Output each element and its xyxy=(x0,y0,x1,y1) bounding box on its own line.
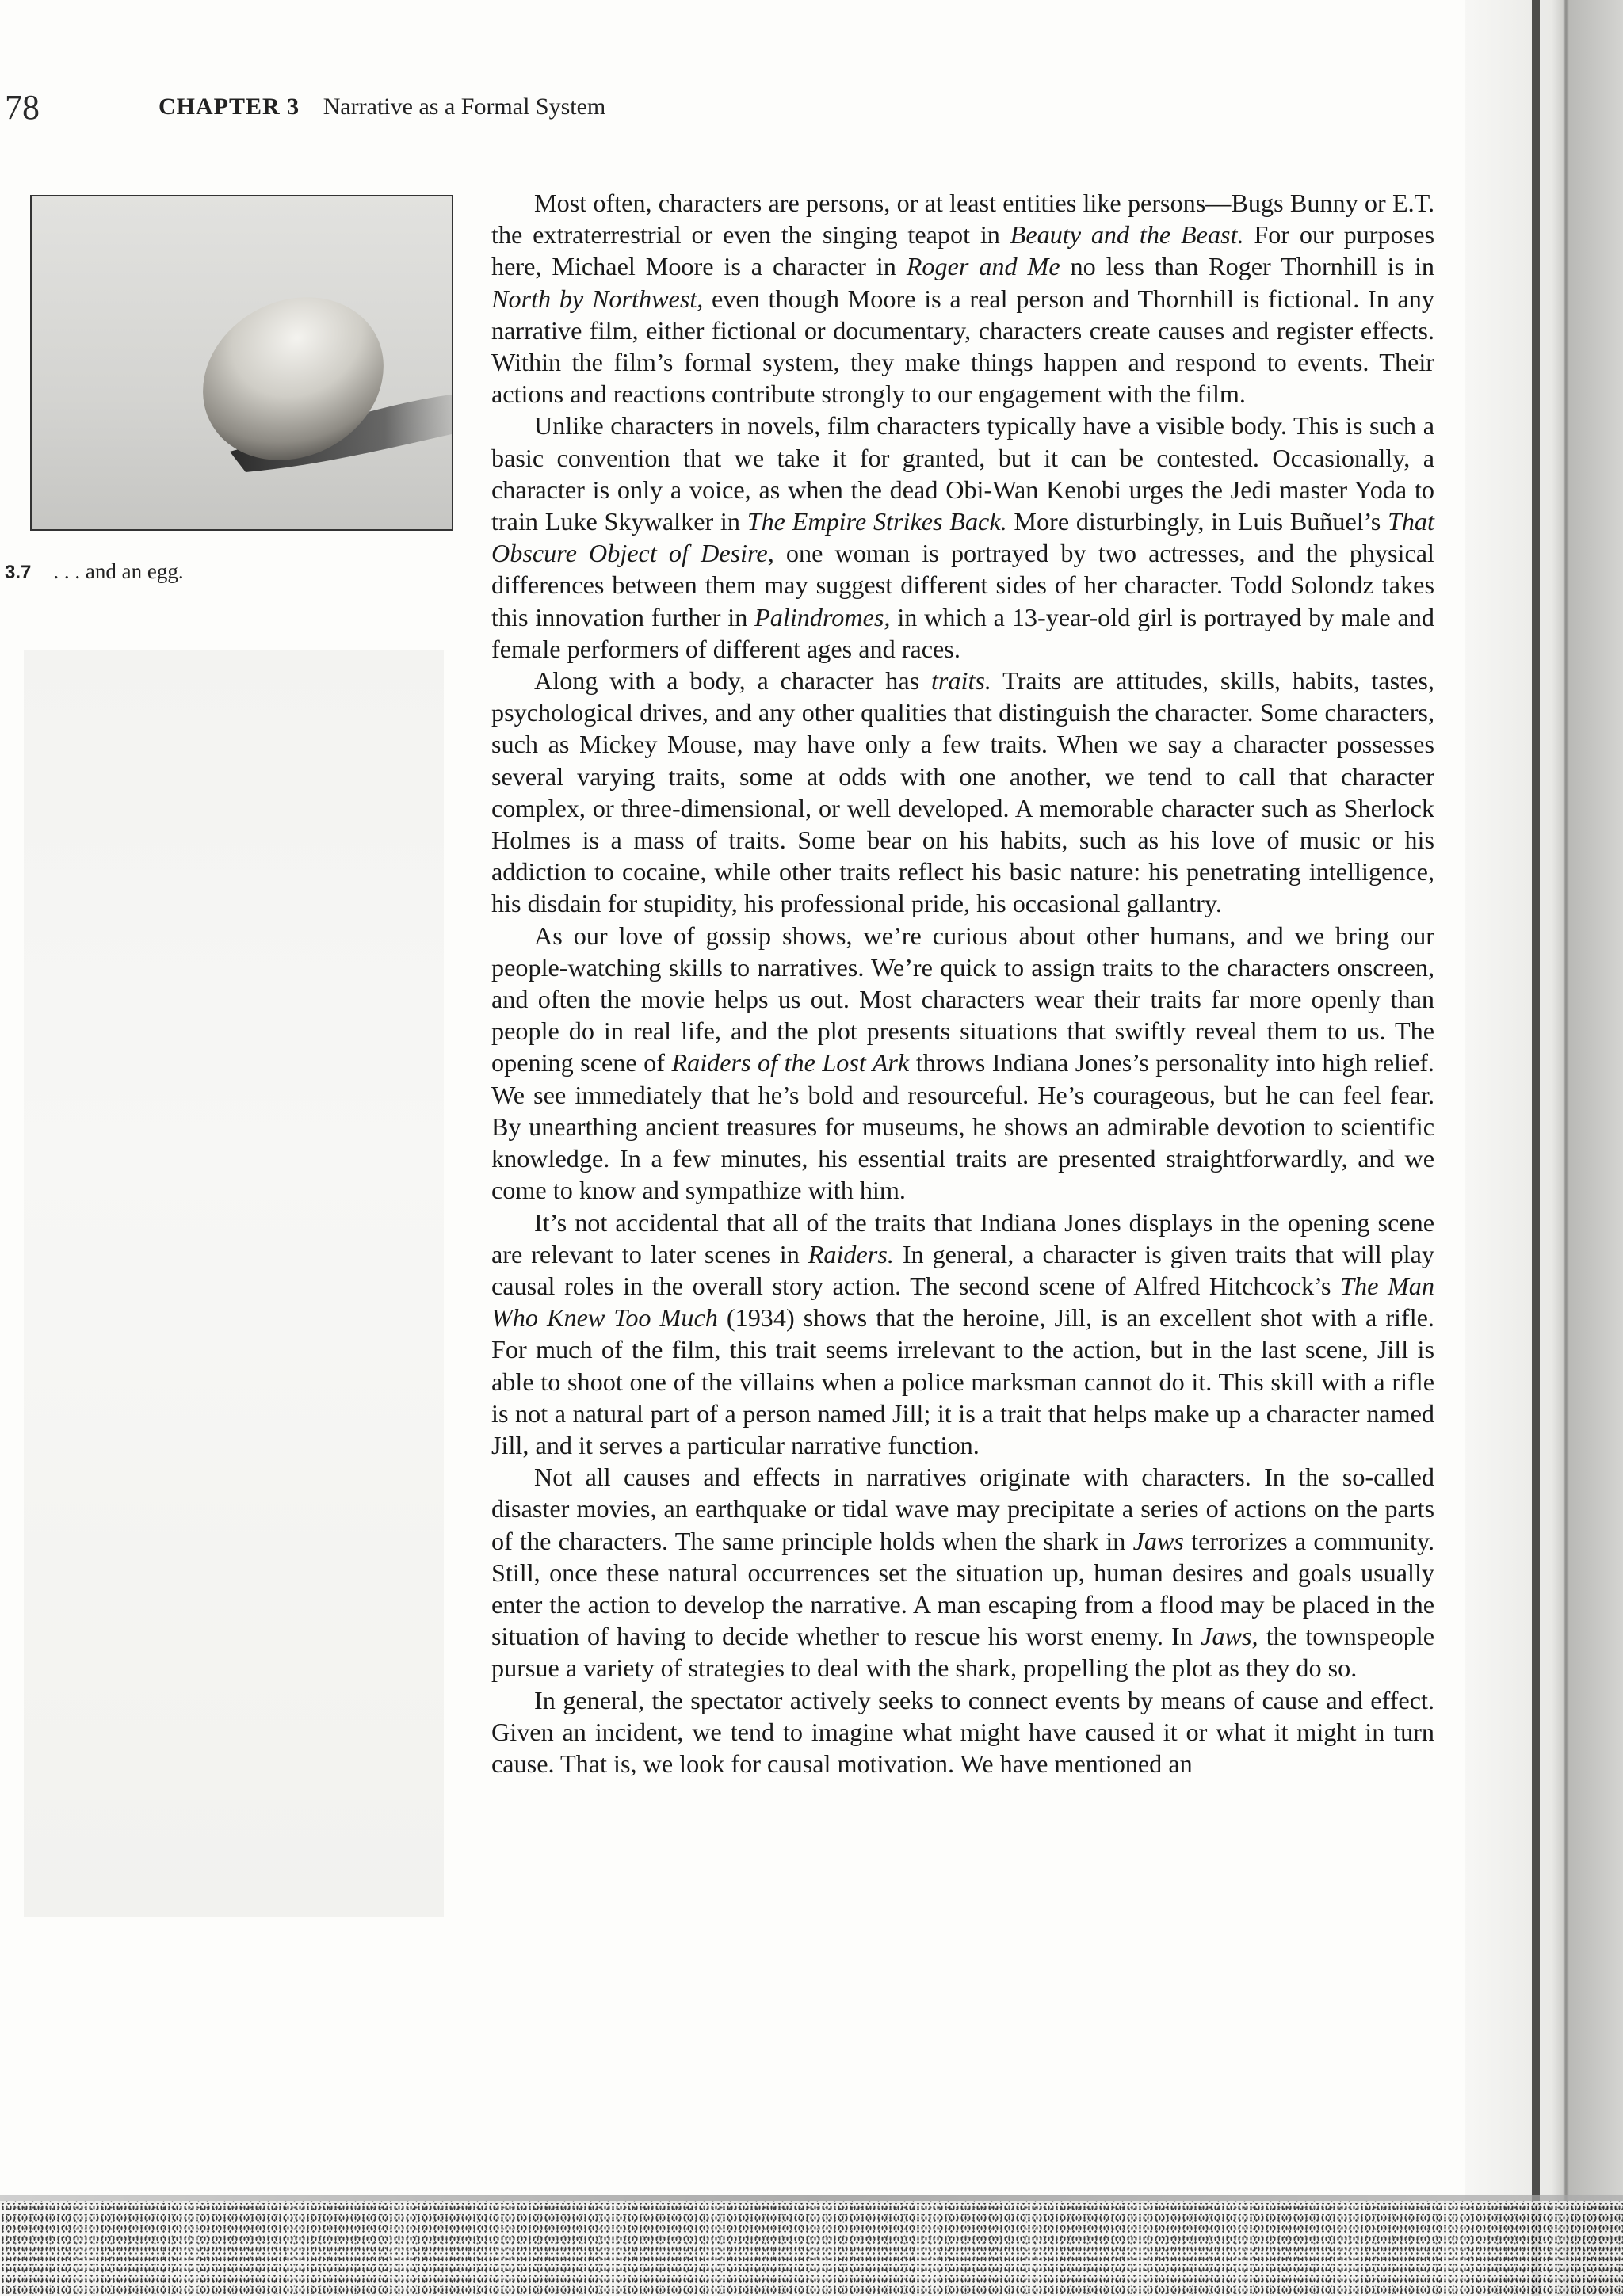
body-paragraph xyxy=(491,410,1434,665)
italic-title: Jaws, xyxy=(1201,1622,1258,1651)
chapter-label: CHAPTER 3 xyxy=(158,93,300,120)
body-paragraph xyxy=(491,1207,1434,1462)
text-run: Unlike characters in novels, film characters typically have a visible body. This is such a basic convention that we take it for granted, but it can be contested. Occasionally, a character is only a voice, as when the dead Obi-Wan Kenobi urges the Jedi master Yoda to train Luke Skywalker in xyxy=(491,411,1434,536)
text-run: (1934) shows that the heroine, Jill, is an excellent shot with a rifle. For much of the film, this trait seems irrelevant to the action, but in the last scene, Jill is able to shoot one of the villains when a police marksman cannot do it. This skill with a rifle is not a natural part of a person named Jill; it is a trait that helps make up a character named Jill, and it serves a particular narrative function. xyxy=(491,1303,1434,1459)
italic-title: That Obscure Object of Desire, xyxy=(491,507,1434,568)
figure-number: 3.7 xyxy=(5,562,32,583)
body-paragraph xyxy=(491,665,1434,920)
body-paragraph xyxy=(491,1684,1434,1780)
text-run: It’s not accidental that all of the traits that Indiana Jones displays in the opening scene are relevant to later scenes in xyxy=(491,1207,1434,1268)
body-paragraph xyxy=(491,1461,1434,1684)
text-run: even though Moore is a real person and Thornhill is fictional. In any narrative film, either fictional or documentary, characters create causes and register effects. Within the film’s formal system, they make things happen and respond to events. Their actions and reactions contribute strongly to our engagement with the film. xyxy=(491,284,1434,409)
italic-title: traits. xyxy=(930,666,991,696)
book-spine-shadow xyxy=(1465,0,1623,2296)
italic-title: Roger and Me xyxy=(906,252,1060,281)
page-number: 78 xyxy=(5,88,40,127)
text-run: In general, the spectator actively seeks to connect events by means of cause and effect. Given an incident, we tend to imagine what might have caused it or what it might in turn cause. That is, we look for causal motivation. We have mentioned an xyxy=(491,1685,1434,1778)
running-head xyxy=(158,93,605,120)
text-run: Most often, characters are persons, or at least entities like persons—Bugs Bunny or E.T. the extraterrestrial or even the singing teapot in xyxy=(491,189,1434,250)
body-paragraph xyxy=(491,187,1434,410)
text-run: In general, a character is given traits that will play causal roles in the overall story action. The second scene of Alfred Hitchcock’s xyxy=(491,1239,1434,1300)
text-run: no less than Roger Thornhill is in xyxy=(1060,252,1434,281)
italic-title: Raiders. xyxy=(808,1239,894,1268)
egg-image xyxy=(32,196,452,529)
text-run: one woman is portrayed by two actresses, and the physical differences between them may suggest different sides of her character. Todd Solondz takes this innovation further in xyxy=(491,539,1434,631)
chapter-title: Narrative as a Formal System xyxy=(323,93,606,120)
left-column-background xyxy=(24,650,444,1917)
figure-caption-text: . . . and an egg. xyxy=(53,559,184,583)
italic-title: North by Northwest, xyxy=(491,284,704,313)
text-run: terrorizes a community. Still, once these natural occurrences set the situation up, human desires and goals usually enter the action to develop the narrative. A man escaping from a flood may be placed in the situation of having to decide whether to rescue his worst enemy. In xyxy=(491,1526,1434,1651)
figure-caption xyxy=(5,559,184,584)
text-run: in which a 13-year-old girl is portrayed by male and female performers of different ages and races. xyxy=(491,602,1434,663)
text-run: the townspeople pursue a variety of strategies to deal with the shark, propelling the plot as they do so. xyxy=(491,1622,1434,1683)
body-paragraph xyxy=(491,920,1434,1207)
text-run: For our purposes here, Michael Moore is a character in xyxy=(491,220,1435,281)
italic-title: Jaws xyxy=(1132,1526,1184,1555)
text-run: Traits are attitudes, skills, habits, tastes, psychological drives, and any other qualities that distinguish the character. Some characters, such as Mickey Mouse, may have only a few traits. When we say a character possesses several varying traits, some at odds with one another, we tend to call that character complex, or three-dimensional, or well developed. A memorable character such as Sherlock Holmes is a mass of traits. Some bear on his habits, such as his love of music or his addiction to cocaine, while other traits reflect his basic nature: his penetrating intelligence, his disdain for stupidity, his professional pride, his occasional gallantry. xyxy=(491,666,1434,918)
text-run: Along with a body, a character has xyxy=(534,666,931,696)
book-gutter-line xyxy=(1532,0,1540,2296)
text-run: throws Indiana Jones’s personality into high relief. We see immediately that he’s bold and resourceful. He’s courageous, but he can feel fear. By unearthing ancient treasures for museums, he shows an admirable devotion to scientific knowledge. In a few minutes, his essential traits are presented straightforwardly, and we come to know and sympathize with him. xyxy=(491,1048,1434,1205)
text-run: More disturbingly, in Luis Buñuel’s xyxy=(1006,507,1388,536)
italic-title: Palindromes, xyxy=(754,602,891,631)
italic-title: The Man Who Knew Too Much xyxy=(491,1271,1434,1333)
italic-title: Raiders of the Lost Ark xyxy=(671,1048,910,1077)
italic-title: Beauty and the Beast. xyxy=(1010,220,1244,250)
scan-noise-border xyxy=(0,2201,1623,2296)
text-run: As our love of gossip shows, we’re curious about other humans, and we bring our people-watching skills to narratives. We’re quick to assign traits to the characters onscreen, and often the movie helps us out. Most characters wear their traits far more openly than people do in real life, and the plot presents situations that swiftly reveal them to us. The opening scene of xyxy=(491,921,1434,1077)
text-run: Not all causes and effects in narratives originate with characters. In the so-called disaster movies, an earthquake or tidal wave may precipitate a series of actions on the parts of the characters. The same principle holds when the shark in xyxy=(491,1463,1434,1555)
italic-title: The Empire Strikes Back. xyxy=(747,507,1007,536)
body-text xyxy=(491,187,1434,1779)
figure-egg-photo xyxy=(30,195,453,531)
